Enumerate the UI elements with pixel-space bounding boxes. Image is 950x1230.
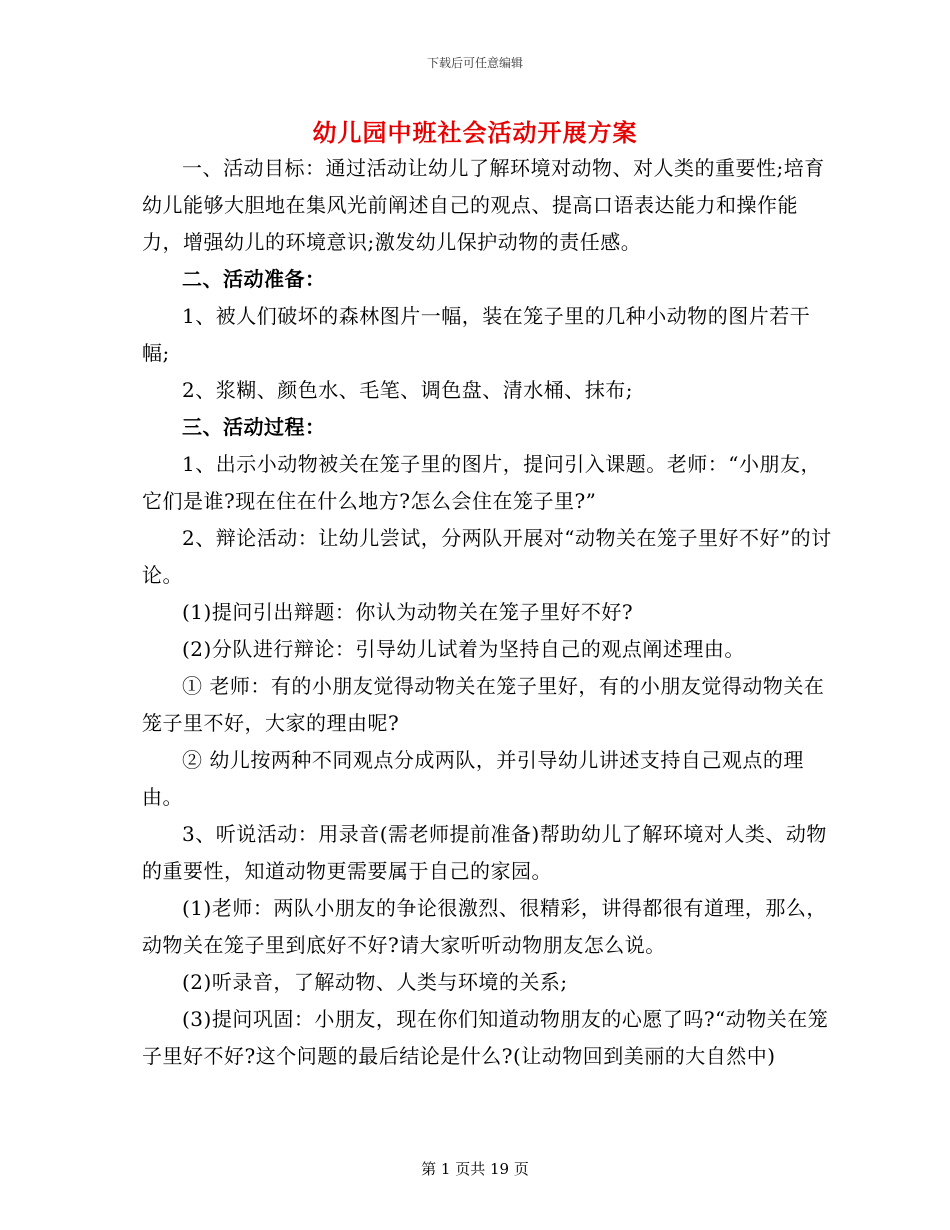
page-footer: 第 1 页共 19 页: [421, 1160, 529, 1178]
paragraph-process-3: 3、听说活动：用录音(需老师提前准备)帮助幼儿了解环境对人类、动物的重要性，知道动物更需要属于自己的家园。: [142, 822, 827, 883]
heading-process: 三、活动过程：: [182, 415, 326, 439]
paragraph-process-3-3: (3)提问巩固：小朋友，现在你们知道动物朋友的心愿了吗?“动物关在笼子里好不好?这个问题的最后结论是什么?(让动物回到美丽的大自然中): [142, 1007, 829, 1068]
paragraph-process-1: 1、出示小动物被关在笼子里的图片，提问引入课题。老师：“小朋友，它们是谁?现在住在什么地方?怎么会住在笼子里?”: [142, 452, 821, 513]
heading-preparation: 二、活动准备：: [182, 267, 326, 291]
paragraph-process-3-2: (2)听录音，了解动物、人类与环境的关系;: [182, 970, 568, 994]
paragraph-goal: 一、活动目标：通过活动让幼儿了解环境对动物、对人类的重要性;培育幼儿能够大胆地在集风光前阐述自己的观点、提高口语表达能力和操作能力，增强幼儿的环境意识;激发幼儿保护动物的责任感。: [142, 156, 825, 254]
paragraph-process-3-1: (1)老师：两队小朋友的争论很激烈、很精彩，讲得都很有道理，那么，动物关在笼子里到底好不好?请大家听听动物朋友怎么说。: [142, 896, 827, 957]
paragraph-process-2-2-a: ① 老师：有的小朋友觉得动物关在笼子里好，有的小朋友觉得动物关在笼子里不好，大家的理由呢?: [142, 674, 825, 735]
paragraph-process-2-2: (2)分队进行辩论：引导幼儿试着为坚持自己的观点阐述理由。: [182, 637, 745, 661]
document-body: [142, 150, 832, 1075]
paragraph-process-2: 2、辩论活动：让幼儿尝试，分两队开展对“动物关在笼子里好不好”的讨论。: [142, 526, 832, 587]
paragraph-prep-1: 1、被人们破坏的森林图片一幅，装在笼子里的几种小动物的图片若干幅;: [142, 304, 811, 365]
paragraph-process-2-2-b: ② 幼儿按两种不同观点分成两队，并引导幼儿讲述支持自己观点的理由。: [142, 748, 804, 809]
page-header: 下载后可任意编辑: [426, 56, 523, 70]
paragraph-prep-2: 2、浆糊、颜色水、毛笔、调色盘、清水桶、抹布;: [182, 378, 633, 402]
document-title: 幼儿园中班社会活动开展方案: [312, 118, 638, 147]
paragraph-process-2-1: (1)提问引出辩题：你认为动物关在笼子里好不好?: [182, 600, 634, 624]
